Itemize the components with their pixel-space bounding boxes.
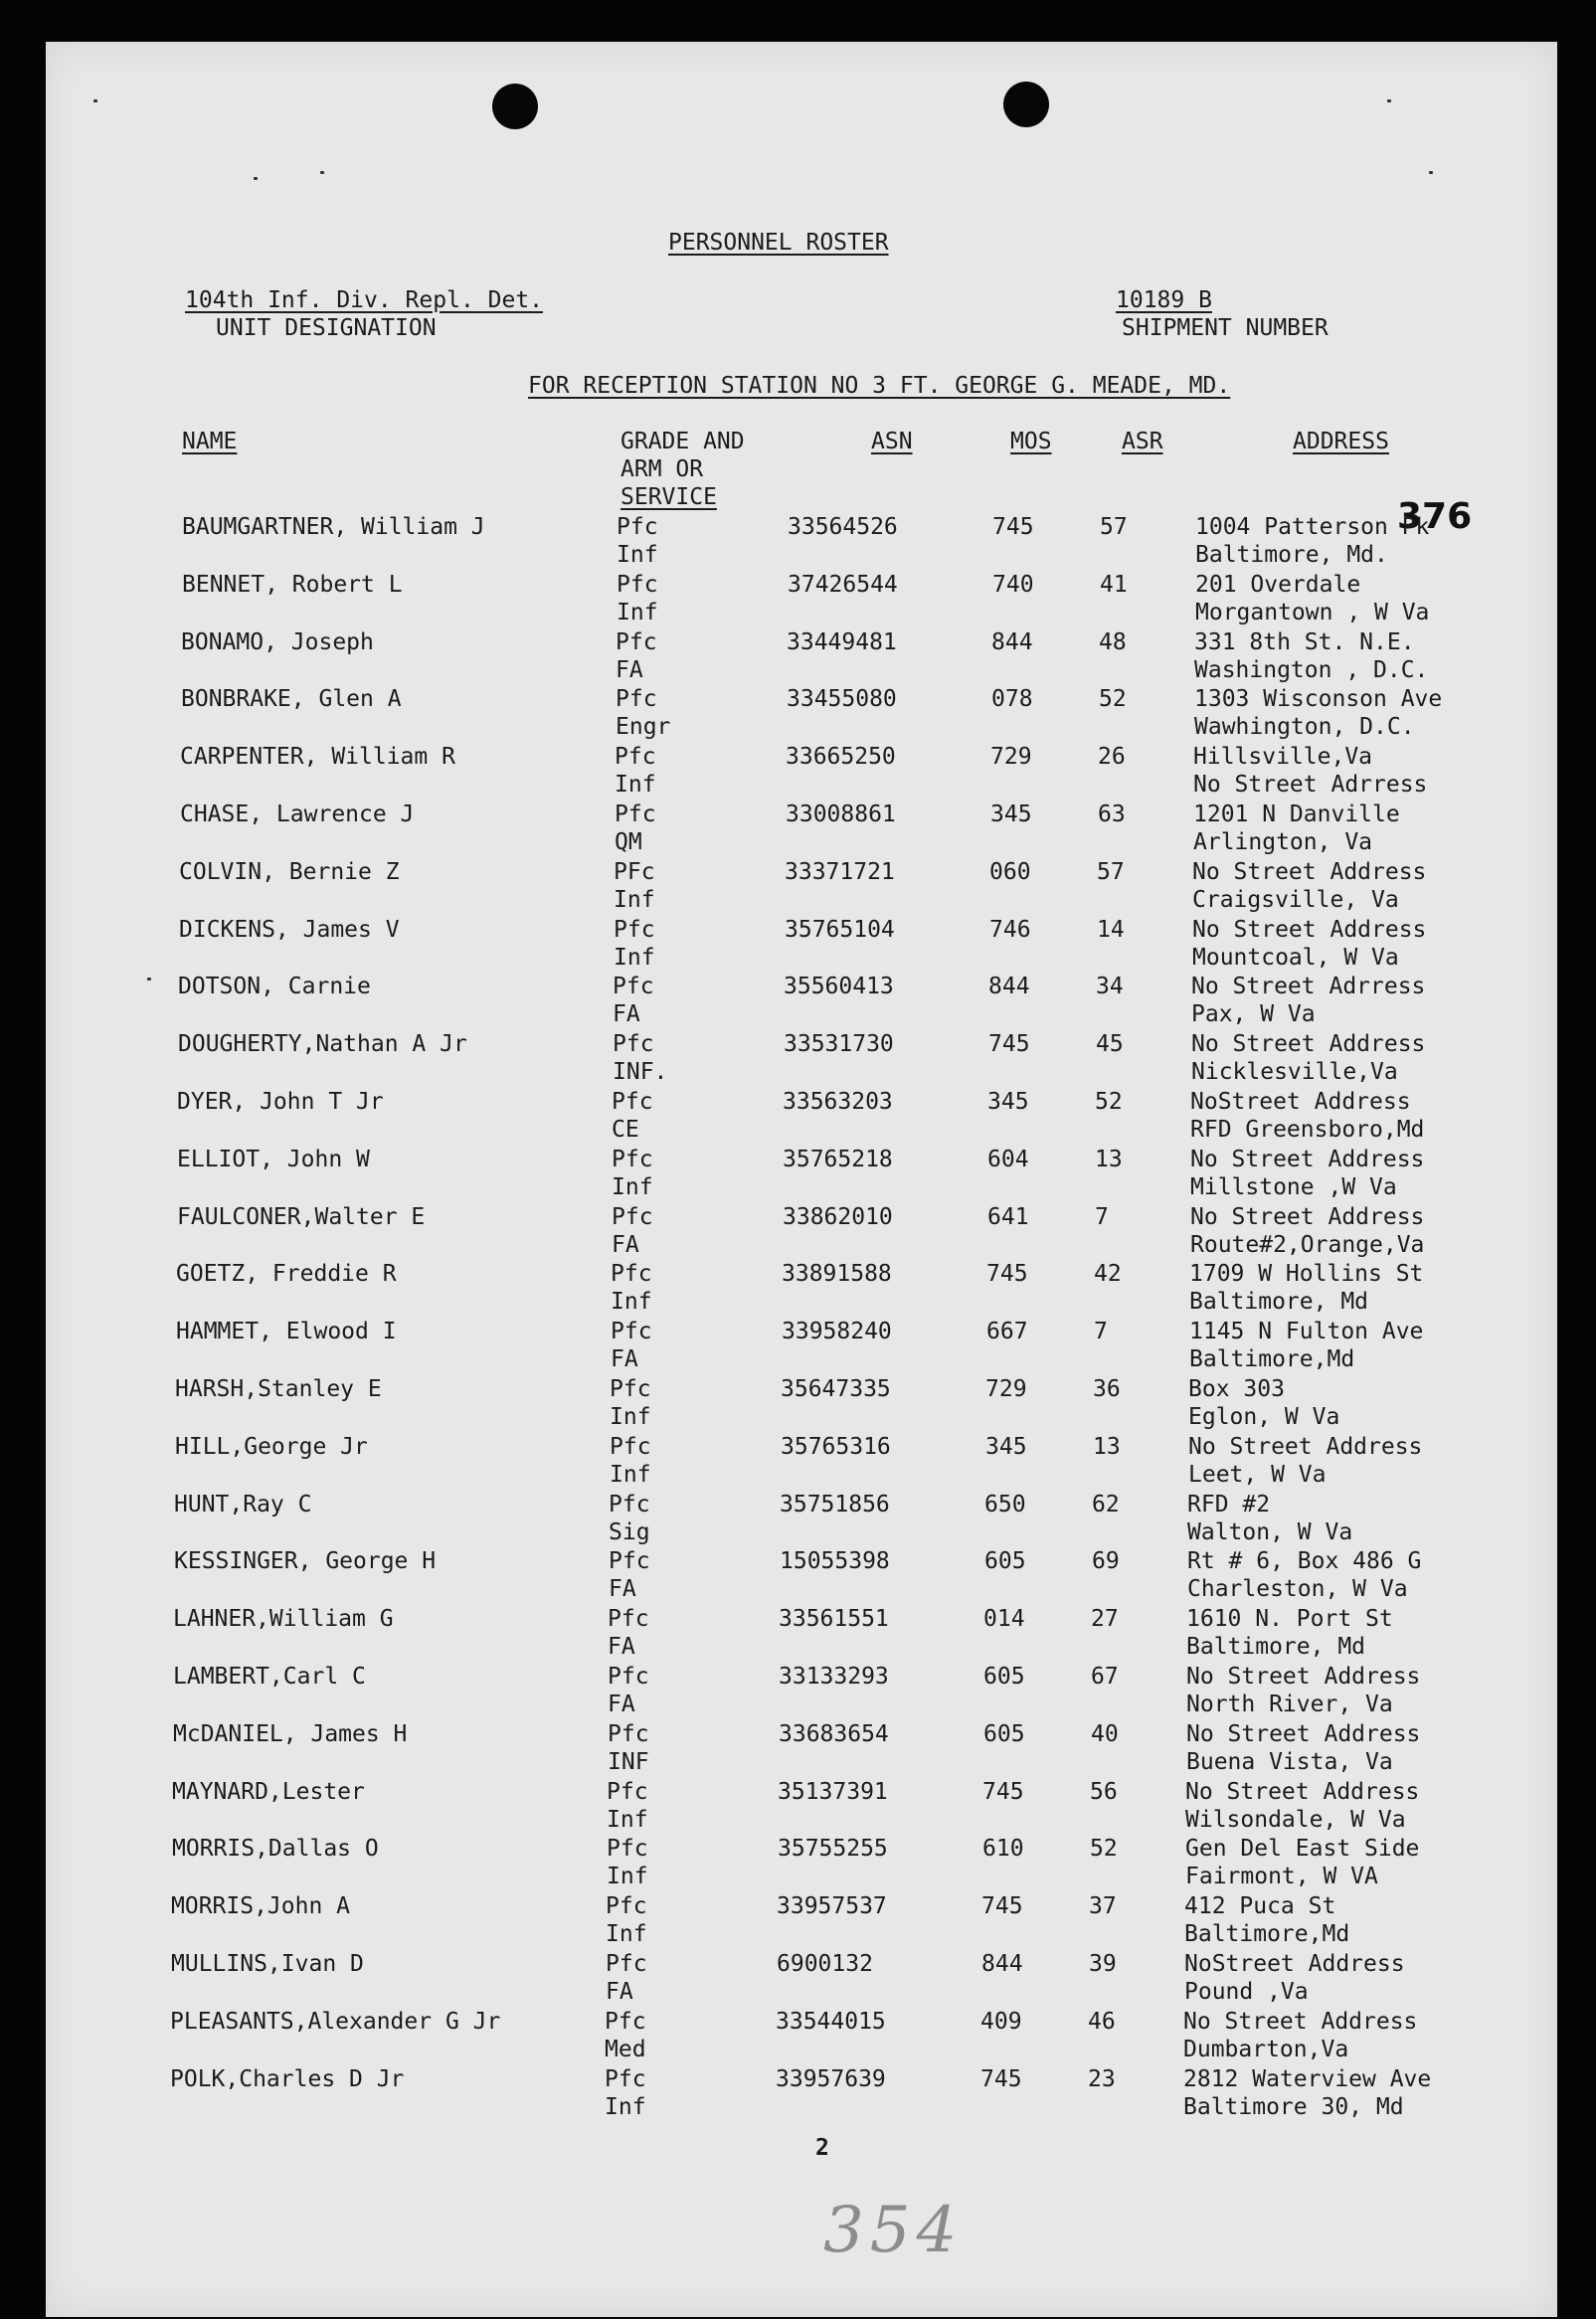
roster-asr: 52: [1095, 1089, 1123, 1115]
roster-asn: 33544015: [776, 2009, 886, 2035]
roster-address-line2: Dumbarton,Va: [1183, 2037, 1349, 2062]
table-row: [0, 1663, 1587, 1720]
roster-arm: CE: [612, 1117, 639, 1143]
column-header-asr: ASR: [1122, 429, 1163, 454]
roster-mos: 610: [982, 1836, 1024, 1862]
roster-asn: 33683654: [779, 1721, 889, 1747]
roster-name: LAHNER,William G: [173, 1606, 394, 1632]
roster-name: DYER, John T Jr: [177, 1089, 384, 1115]
roster-arm: FA: [612, 1232, 639, 1258]
roster-arm: Inf: [615, 772, 656, 798]
roster-address-line1: RFD #2: [1187, 1492, 1271, 1517]
roster-asn: 33957537: [777, 1893, 887, 1919]
roster-asr: 52: [1090, 1836, 1118, 1862]
roster-asr: 57: [1097, 859, 1125, 885]
roster-arm: Inf: [617, 600, 658, 625]
roster-name: PLEASANTS,Alexander G Jr: [170, 2009, 501, 2035]
roster-arm: Inf: [610, 1462, 651, 1488]
punch-hole-right: [1003, 82, 1049, 127]
roster-mos: 745: [992, 514, 1034, 540]
roster-name: DOUGHERTY,Nathan A Jr: [178, 1031, 467, 1057]
roster-address-line1: NoStreet Address: [1190, 1089, 1411, 1115]
roster-asr: 40: [1091, 1721, 1119, 1747]
stamped-page-number: 376: [1397, 496, 1473, 537]
table-row: [0, 858, 1593, 916]
roster-asr: 56: [1090, 1779, 1118, 1805]
roster-address-line1: 2812 Waterview Ave: [1183, 2066, 1432, 2092]
roster-mos: 014: [983, 1606, 1025, 1632]
roster-asn: 35755255: [778, 1836, 888, 1862]
roster-mos: 605: [983, 1664, 1025, 1690]
roster-asr: 13: [1095, 1147, 1123, 1172]
roster-arm: INF.: [613, 1059, 668, 1085]
roster-asn: 35765316: [781, 1434, 891, 1460]
roster-arm: FA: [616, 657, 643, 683]
roster-address-line2: Wawhington, D.C.: [1194, 714, 1415, 740]
roster-asr: 48: [1099, 629, 1127, 655]
roster-asr: 37: [1089, 1893, 1117, 1919]
roster-address-line2: Leet, W Va: [1188, 1462, 1327, 1488]
roster-asr: 63: [1098, 802, 1126, 827]
roster-asr: 45: [1096, 1031, 1124, 1057]
roster-mos: 345: [985, 1434, 1027, 1460]
roster-asn: 6900132: [777, 1951, 873, 1977]
roster-grade: Pfc: [607, 1836, 648, 1862]
roster-address-line2: Washington , D.C.: [1194, 657, 1429, 683]
roster-asr: 7: [1094, 1319, 1108, 1344]
roster-mos: 729: [985, 1376, 1027, 1402]
page-number: 2: [815, 2135, 829, 2161]
roster-asr: 14: [1097, 917, 1125, 943]
table-row: [0, 1146, 1591, 1203]
shipment-number-value: 10189 B: [1116, 287, 1212, 313]
roster-grade: Pfc: [606, 1951, 647, 1977]
roster-arm: Inf: [614, 887, 655, 913]
roster-arm: QM: [615, 829, 642, 855]
roster-grade: Pfc: [610, 1434, 651, 1460]
roster-name: KESSINGER, George H: [174, 1548, 437, 1574]
roster-grade: Pfc: [615, 744, 656, 770]
speck: [1387, 99, 1391, 102]
roster-mos: 667: [986, 1319, 1028, 1344]
roster-arm: FA: [613, 1001, 640, 1027]
roster-asr: 41: [1100, 572, 1128, 598]
roster-asn: 35765218: [783, 1147, 893, 1172]
roster-arm: Inf: [607, 1864, 648, 1889]
table-row: [0, 1491, 1588, 1548]
roster-asr: 26: [1098, 744, 1126, 770]
column-header-name: NAME: [182, 429, 238, 454]
roster-arm: Inf: [605, 2094, 646, 2120]
table-row: [0, 1605, 1587, 1663]
table-row: [0, 916, 1593, 974]
roster-address-line1: No Street Address: [1191, 1031, 1426, 1057]
roster-mos: 745: [988, 1031, 1030, 1057]
roster-address-line2: Baltimore, Md.: [1195, 542, 1388, 568]
roster-asn: 33862010: [783, 1204, 893, 1230]
roster-mos: 060: [989, 859, 1031, 885]
roster-mos: 409: [980, 2009, 1022, 2035]
roster-asn: 33455080: [787, 686, 897, 712]
table-row: [0, 1835, 1586, 1892]
roster-grade: Pfc: [605, 2066, 646, 2092]
roster-grade: PFc: [614, 859, 655, 885]
roster-address-line2: Baltimore 30, Md: [1183, 2094, 1404, 2120]
speck: [1429, 171, 1433, 174]
roster-grade: Pfc: [613, 1031, 654, 1057]
roster-address-line1: 1303 Wisconson Ave: [1194, 686, 1443, 712]
column-header-grade: GRADE AND: [621, 429, 745, 454]
roster-mos: 740: [992, 572, 1034, 598]
roster-address-line1: Rt # 6, Box 486 G: [1187, 1548, 1422, 1574]
roster-arm: Sig: [609, 1519, 650, 1545]
roster-mos: 844: [991, 629, 1033, 655]
roster-asn: 33133293: [779, 1664, 889, 1690]
roster-address-line1: No Street Address: [1185, 1779, 1420, 1805]
roster-arm: Engr: [616, 714, 671, 740]
handwritten-number: 354: [823, 2194, 964, 2267]
roster-mos: 345: [990, 802, 1032, 827]
roster-address-line1: No Street Address: [1190, 1204, 1425, 1230]
roster-address-line1: 1004 Patterson Pk: [1195, 514, 1430, 540]
table-row: [0, 1375, 1589, 1433]
roster-asn: 33564526: [788, 514, 898, 540]
roster-name: HAMMET, Elwood I: [176, 1319, 397, 1344]
roster-grade: Pfc: [614, 917, 655, 943]
roster-mos: 605: [983, 1721, 1025, 1747]
table-row: [0, 801, 1594, 858]
roster-address-line2: Fairmont, W VA: [1185, 1864, 1378, 1889]
roster-asn: 37426544: [788, 572, 898, 598]
speck: [93, 99, 97, 102]
roster-asn: 33371721: [785, 859, 895, 885]
roster-arm: Inf: [607, 1807, 648, 1833]
table-row: [0, 571, 1596, 628]
roster-address-line1: NoStreet Address: [1184, 1951, 1405, 1977]
table-row: [0, 973, 1592, 1030]
roster-asn: 33891588: [782, 1261, 892, 1287]
roster-address-line1: 201 Overdale: [1195, 572, 1361, 598]
roster-grade: Pfc: [612, 1147, 653, 1172]
roster-name: BENNET, Robert L: [182, 572, 403, 598]
document-title: PERSONNEL ROSTER: [668, 230, 889, 256]
roster-mos: 345: [987, 1089, 1029, 1115]
roster-name: ELLIOT, John W: [177, 1147, 370, 1172]
roster-asn: 35560413: [784, 974, 894, 999]
roster-asn: 33531730: [784, 1031, 894, 1057]
table-row: [0, 628, 1595, 686]
roster-asn: 33957639: [776, 2066, 886, 2092]
roster-mos: 745: [986, 1261, 1028, 1287]
roster-grade: Pfc: [616, 686, 657, 712]
roster-arm: FA: [608, 1692, 635, 1717]
roster-address-line2: Route#2,Orange,Va: [1190, 1232, 1425, 1258]
roster-grade: Pfc: [612, 1204, 653, 1230]
roster-name: CARPENTER, William R: [180, 744, 455, 770]
roster-address-line2: Craigsville, Va: [1192, 887, 1399, 913]
roster-arm: Med: [605, 2037, 646, 2062]
roster-name: MAYNARD,Lester: [172, 1779, 365, 1805]
roster-grade: Pfc: [617, 572, 658, 598]
roster-grade: Pfc: [615, 802, 656, 827]
roster-name: POLK,Charles D Jr: [170, 2066, 405, 2092]
roster-name: MORRIS,John A: [171, 1893, 351, 1919]
column-header-address: ADDRESS: [1293, 429, 1389, 454]
table-row: [0, 2008, 1584, 2065]
roster-grade: Pfc: [606, 1893, 647, 1919]
roster-name: HARSH,Stanley E: [175, 1376, 382, 1402]
table-row: [0, 1892, 1585, 1950]
roster-asr: 42: [1094, 1261, 1122, 1287]
roster-asr: 52: [1099, 686, 1127, 712]
roster-address-line2: Pound ,Va: [1184, 1979, 1309, 2005]
roster-arm: FA: [609, 1576, 636, 1602]
roster-name: GOETZ, Freddie R: [176, 1261, 397, 1287]
roster-address-line1: No Street Adrress: [1191, 974, 1426, 999]
punch-hole-left: [492, 84, 538, 129]
roster-mos: 746: [989, 917, 1031, 943]
roster-address-line1: 331 8th St. N.E.: [1194, 629, 1415, 655]
roster-address-line2: Wilsondale, W Va: [1185, 1807, 1406, 1833]
roster-address-line1: 1145 N Fulton Ave: [1189, 1319, 1424, 1344]
roster-asn: 35137391: [778, 1779, 888, 1805]
roster-address-line2: Baltimore,Md: [1184, 1921, 1350, 1947]
roster-name: BAUMGARTNER, William J: [182, 514, 485, 540]
roster-name: DICKENS, James V: [179, 917, 400, 943]
table-row: [0, 1318, 1590, 1375]
table-row: [0, 1950, 1585, 2008]
roster-asn: 15055398: [780, 1548, 890, 1574]
roster-mos: 745: [980, 2066, 1022, 2092]
roster-asn: 33008861: [786, 802, 896, 827]
roster-mos: 078: [991, 686, 1033, 712]
table-row: [0, 743, 1594, 801]
roster-address-line2: No Street Adrress: [1193, 772, 1428, 798]
roster-name: FAULCONER,Walter E: [177, 1204, 426, 1230]
roster-asn: 35765104: [785, 917, 895, 943]
table-row: [0, 1547, 1588, 1605]
roster-address-line2: Eglon, W Va: [1188, 1404, 1340, 1430]
roster-grade: Pfc: [612, 1089, 653, 1115]
roster-asr: 67: [1091, 1664, 1119, 1690]
roster-mos: 604: [987, 1147, 1029, 1172]
roster-asr: 69: [1092, 1548, 1120, 1574]
roster-address-line2: Pax, W Va: [1191, 1001, 1316, 1027]
table-row: [0, 1778, 1586, 1836]
roster-name: BONBRAKE, Glen A: [181, 686, 402, 712]
roster-mos: 844: [981, 1951, 1023, 1977]
roster-arm: FA: [606, 1979, 633, 2005]
table-row: [0, 1433, 1589, 1491]
roster-asr: 23: [1088, 2066, 1116, 2092]
roster-grade: Pfc: [609, 1492, 650, 1517]
roster-name: HUNT,Ray C: [174, 1492, 312, 1517]
column-header-mos: MOS: [1010, 429, 1052, 454]
roster-address-line1: 1709 W Hollins St: [1189, 1261, 1424, 1287]
roster-address-line2: Nicklesville,Va: [1191, 1059, 1398, 1085]
roster-name: LAMBERT,Carl C: [173, 1664, 366, 1690]
roster-name: COLVIN, Bernie Z: [179, 859, 400, 885]
roster-arm: Inf: [611, 1289, 652, 1315]
table-row: [0, 1030, 1592, 1088]
roster-grade: Pfc: [611, 1319, 652, 1344]
roster-asr: 39: [1089, 1951, 1117, 1977]
roster-asn: 33665250: [786, 744, 896, 770]
roster-address-line2: Baltimore, Md: [1186, 1634, 1366, 1660]
roster-arm: FA: [611, 1346, 638, 1372]
column-header-service: SERVICE: [621, 484, 717, 510]
roster-grade: Pfc: [608, 1606, 649, 1632]
roster-name: MORRIS,Dallas O: [172, 1836, 379, 1862]
roster-asn: 35751856: [780, 1492, 890, 1517]
roster-grade: Pfc: [611, 1261, 652, 1287]
unit-designation-value: 104th Inf. Div. Repl. Det.: [185, 287, 544, 313]
roster-address-line1: No Street Address: [1186, 1664, 1421, 1690]
roster-grade: Pfc: [605, 2009, 646, 2035]
roster-address-line1: No Street Address: [1186, 1721, 1421, 1747]
roster-address-line2: Millstone ,W Va: [1190, 1174, 1397, 1200]
roster-asn: 33561551: [779, 1606, 889, 1632]
roster-grade: Pfc: [613, 974, 654, 999]
roster-name: HILL,George Jr: [175, 1434, 368, 1460]
roster-address-line1: No Street Address: [1192, 859, 1427, 885]
roster-asn: 33563203: [783, 1089, 893, 1115]
roster-address-line1: 412 Puca St: [1184, 1893, 1336, 1919]
roster-address-line2: Baltimore,Md: [1189, 1346, 1355, 1372]
roster-arm: Inf: [612, 1174, 653, 1200]
table-row: [0, 685, 1595, 743]
roster-arm: Inf: [610, 1404, 651, 1430]
column-header-arm: ARM OR: [621, 456, 704, 482]
roster-address-line2: Mountcoal, W Va: [1192, 945, 1399, 971]
roster-asr: 46: [1088, 2009, 1116, 2035]
roster-address-line2: North River, Va: [1186, 1692, 1393, 1717]
speck: [254, 177, 258, 180]
roster-address-line2: Morgantown , W Va: [1195, 600, 1430, 625]
roster-address-line2: Buena Vista, Va: [1186, 1749, 1393, 1775]
roster-address-line1: Hillsville,Va: [1193, 744, 1373, 770]
table-row: [0, 1088, 1591, 1146]
roster-asr: 7: [1095, 1204, 1109, 1230]
roster-arm: Inf: [617, 542, 658, 568]
column-header-asn: ASN: [871, 429, 913, 454]
roster-name: CHASE, Lawrence J: [180, 802, 415, 827]
table-row: [0, 1260, 1590, 1318]
roster-asn: 33958240: [782, 1319, 892, 1344]
roster-mos: 729: [990, 744, 1032, 770]
roster-asr: 62: [1092, 1492, 1120, 1517]
roster-address-line1: 1610 N. Port St: [1186, 1606, 1393, 1632]
table-row: [0, 1720, 1587, 1778]
roster-address-line2: Charleston, W Va: [1187, 1576, 1408, 1602]
roster-address-line2: Walton, W Va: [1187, 1519, 1353, 1545]
roster-address-line1: No Street Address: [1190, 1147, 1425, 1172]
roster-asr: 13: [1093, 1434, 1121, 1460]
roster-grade: Pfc: [617, 514, 658, 540]
roster-address-line2: Arlington, Va: [1193, 829, 1373, 855]
speck: [320, 171, 324, 174]
roster-address-line1: 1201 N Danville: [1193, 802, 1400, 827]
roster-grade: Pfc: [610, 1376, 651, 1402]
roster-asr: 36: [1093, 1376, 1121, 1402]
roster-mos: 745: [981, 1893, 1023, 1919]
roster-grade: Pfc: [607, 1779, 648, 1805]
roster-grade: Pfc: [608, 1664, 649, 1690]
roster-asr: 27: [1091, 1606, 1119, 1632]
roster-asn: 33449481: [787, 629, 897, 655]
roster-mos: 650: [984, 1492, 1026, 1517]
roster-arm: Inf: [606, 1921, 647, 1947]
roster-address-line1: Gen Del East Side: [1185, 1836, 1420, 1862]
roster-mos: 844: [988, 974, 1030, 999]
roster-arm: Inf: [614, 945, 655, 971]
roster-address-line1: No Street Address: [1192, 917, 1427, 943]
table-row: [0, 2065, 1584, 2123]
roster-grade: Pfc: [609, 1548, 650, 1574]
roster-address-line2: Baltimore, Md: [1189, 1289, 1369, 1315]
roster-name: MULLINS,Ivan D: [171, 1951, 364, 1977]
roster-address-line1: No Street Address: [1188, 1434, 1423, 1460]
roster-asr: 57: [1100, 514, 1128, 540]
table-row: [0, 1203, 1591, 1261]
roster-arm: FA: [608, 1634, 635, 1660]
roster-arm: INF: [608, 1749, 649, 1775]
table-row: [0, 513, 1596, 571]
roster-name: DOTSON, Carnie: [178, 974, 371, 999]
roster-asn: 35647335: [781, 1376, 891, 1402]
roster-mos: 641: [987, 1204, 1029, 1230]
roster-name: McDANIEL, James H: [173, 1721, 408, 1747]
roster-mos: 745: [982, 1779, 1024, 1805]
shipment-number-label: SHIPMENT NUMBER: [1122, 315, 1329, 341]
unit-designation-label: UNIT DESIGNATION: [216, 315, 437, 341]
roster-mos: 605: [984, 1548, 1026, 1574]
roster-asr: 34: [1096, 974, 1124, 999]
roster-grade: Pfc: [616, 629, 657, 655]
reception-station: FOR RECEPTION STATION NO 3 FT. GEORGE G. MEADE, MD.: [528, 373, 1231, 399]
roster-address-line2: RFD Greensboro,Md: [1190, 1117, 1425, 1143]
roster-grade: Pfc: [608, 1721, 649, 1747]
roster-name: BONAMO, Joseph: [181, 629, 374, 655]
roster-address-line1: Box 303: [1188, 1376, 1285, 1402]
roster-address-line1: No Street Address: [1183, 2009, 1418, 2035]
